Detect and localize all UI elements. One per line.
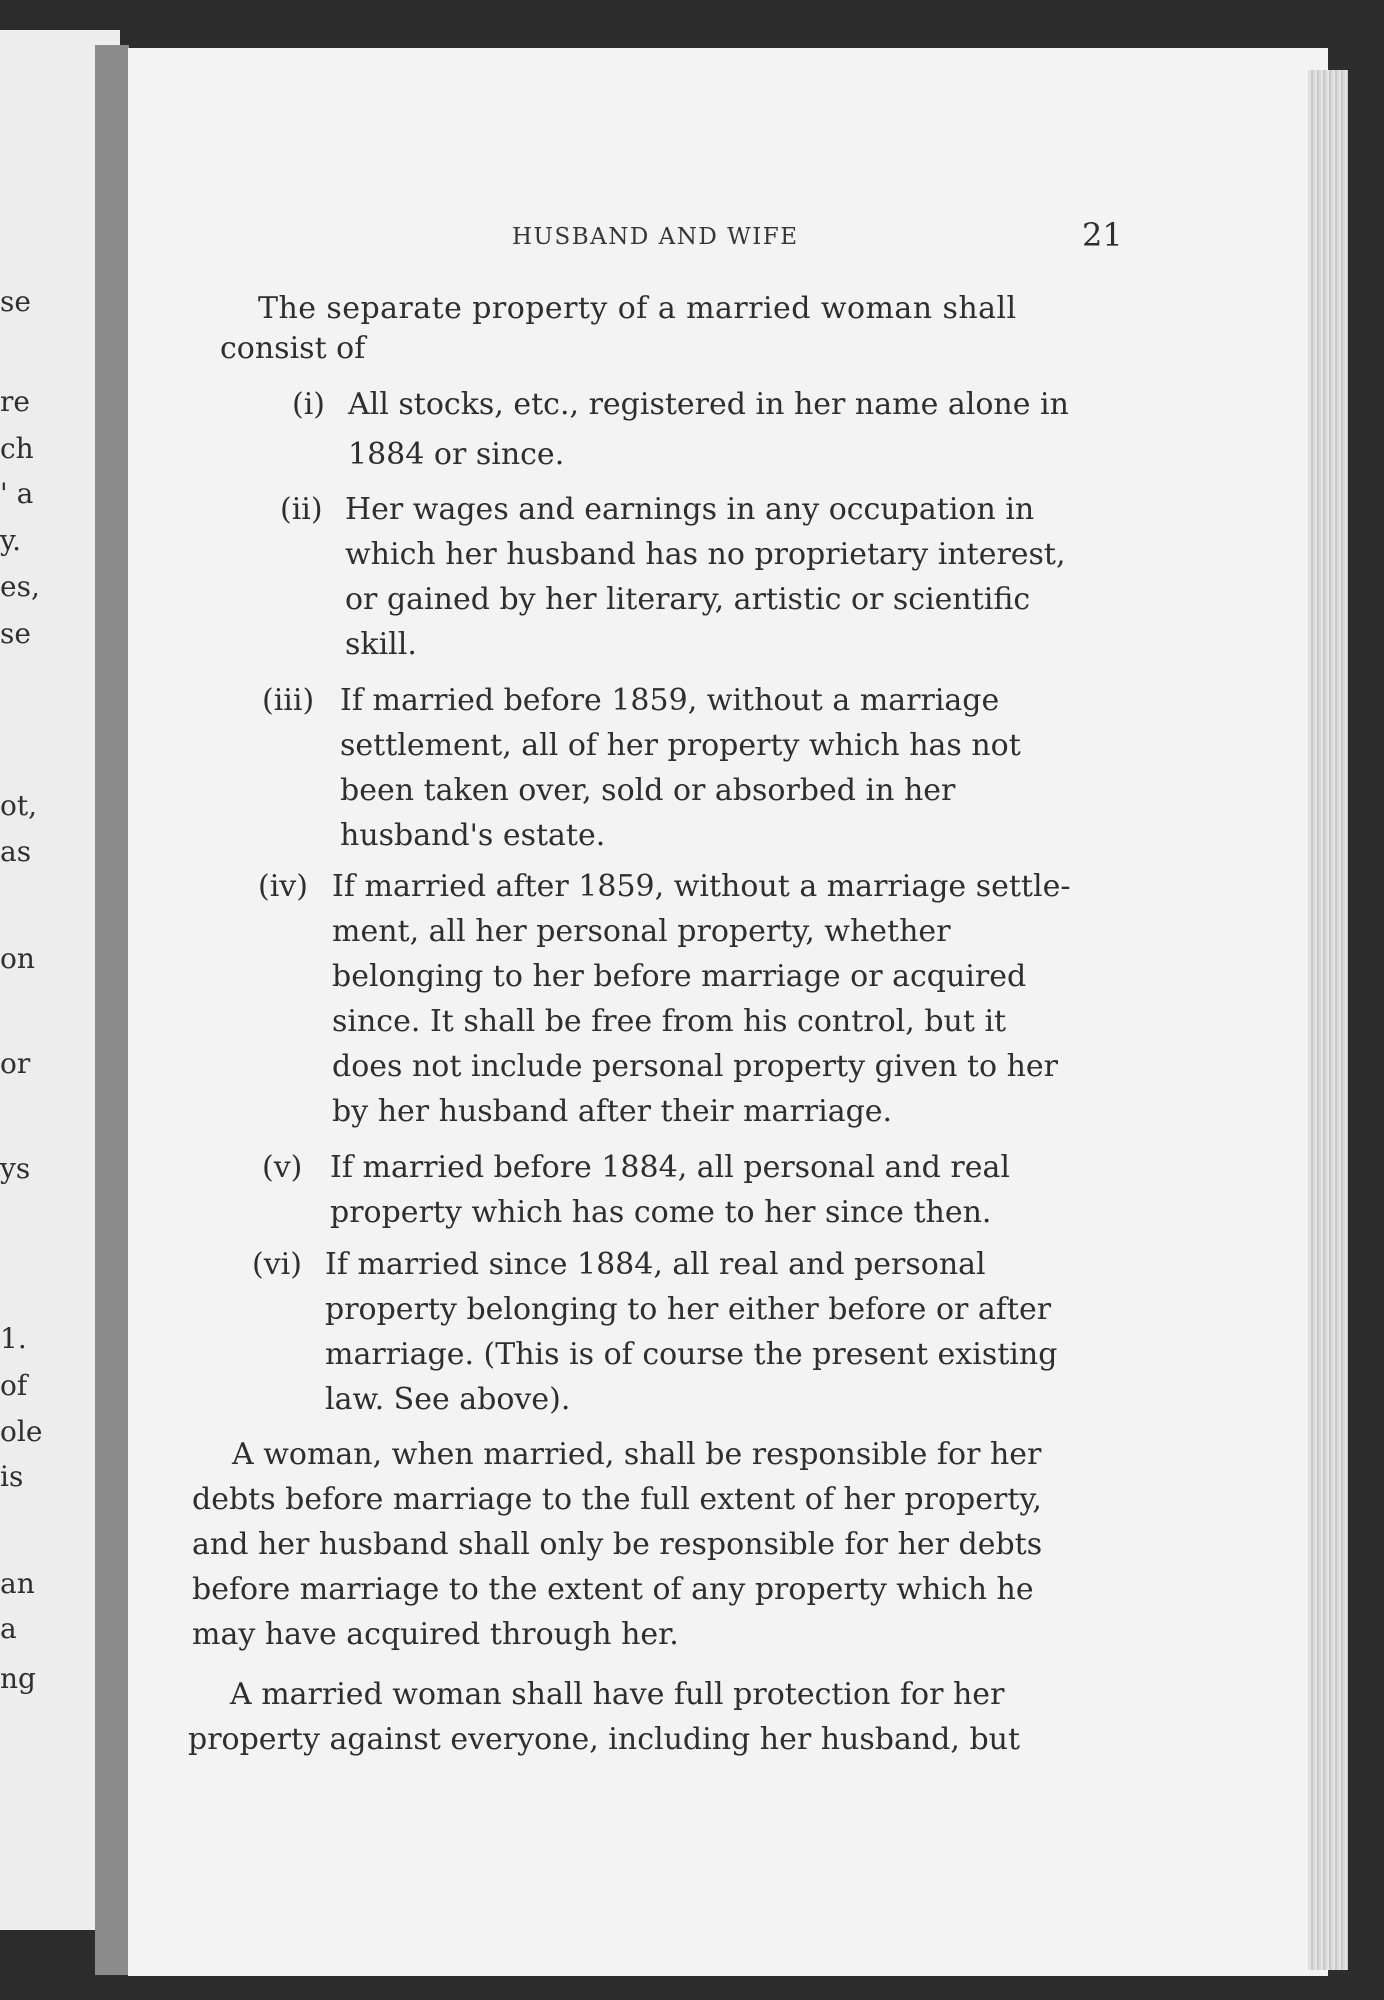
item-line: does not include personal property given to her xyxy=(332,1049,1059,1084)
facing-page-fragment: se xyxy=(0,285,31,318)
running-header: HUSBAND AND WIFE xyxy=(512,224,799,250)
paragraph-line: and her husband shall only be responsible for her debts xyxy=(192,1527,1043,1562)
item-marker: (v) xyxy=(262,1150,303,1185)
item-marker: (i) xyxy=(292,387,326,422)
item-line: by her husband after their marriage. xyxy=(332,1094,893,1129)
item-marker: (vi) xyxy=(252,1247,302,1282)
facing-page-fragment: es, xyxy=(0,570,40,603)
facing-page-fragment: as xyxy=(0,835,32,868)
item-line: law. See above). xyxy=(325,1382,571,1417)
item-line: marriage. (This is of course the present existing xyxy=(325,1337,1058,1372)
item-line: Her wages and earnings in any occupation in xyxy=(345,492,1035,527)
facing-page-fragment: ole xyxy=(0,1415,43,1448)
facing-page-fragment: ' a xyxy=(0,477,34,510)
item-line: ment, all her personal property, whether xyxy=(332,914,951,949)
page-number: 21 xyxy=(1082,216,1123,254)
item-line: belonging to her before marriage or acquired xyxy=(332,959,1027,994)
item-line: property which has come to her since then. xyxy=(330,1195,992,1230)
item-marker: (ii) xyxy=(280,492,323,527)
intro-line: consist of xyxy=(220,331,366,366)
item-line: since. It shall be free from his control, but it xyxy=(332,1004,1007,1039)
item-line: skill. xyxy=(345,627,417,662)
item-line: or gained by her literary, artistic or scientific xyxy=(345,582,1031,617)
intro-line: The separate property of a married woman shall xyxy=(258,291,1017,326)
paragraph-line: before marriage to the extent of any property which he xyxy=(192,1572,1034,1607)
item-line: If married after 1859, without a marriage settle- xyxy=(332,869,1071,904)
facing-page-fragment: ng xyxy=(0,1662,36,1695)
facing-page-fragment: of xyxy=(0,1369,28,1402)
item-line: which her husband has no proprietary interest, xyxy=(345,537,1066,572)
book-gutter xyxy=(95,45,129,1975)
item-marker: (iv) xyxy=(258,869,308,904)
item-line: husband's estate. xyxy=(340,818,606,853)
item-line: If married since 1884, all real and personal xyxy=(325,1247,986,1282)
paragraph-line: A woman, when married, shall be responsible for her xyxy=(232,1437,1042,1472)
item-line: been taken over, sold or absorbed in her xyxy=(340,773,956,808)
paragraph-line: property against everyone, including her husband, but xyxy=(188,1722,1021,1757)
facing-page-fragment: is xyxy=(0,1460,24,1493)
paragraph-line: A married woman shall have full protection for her xyxy=(230,1677,1005,1712)
facing-page-fragment: re xyxy=(0,385,30,418)
facing-page-fragment: ot, xyxy=(0,789,38,822)
facing-page-fragment: a xyxy=(0,1612,17,1645)
item-line: All stocks, etc., registered in her name alone in xyxy=(348,387,1069,422)
facing-page-fragment: ch xyxy=(0,432,34,465)
facing-page-fragment: 1. xyxy=(0,1322,27,1355)
item-line: settlement, all of her property which has not xyxy=(340,728,1021,763)
page-edges xyxy=(1308,70,1348,1970)
item-line: 1884 or since. xyxy=(348,437,565,472)
paragraph-line: debts before marriage to the full extent of her property, xyxy=(192,1482,1042,1517)
item-line: property belonging to her either before or after xyxy=(325,1292,1052,1327)
item-marker: (iii) xyxy=(262,683,315,718)
facing-page-fragment: ys xyxy=(0,1152,31,1185)
facing-page-fragment: y. xyxy=(0,524,21,557)
facing-page-fragment: or xyxy=(0,1047,31,1080)
facing-page-fragment: on xyxy=(0,942,35,975)
item-line: If married before 1884, all personal and real xyxy=(330,1150,1010,1185)
facing-page-fragment: an xyxy=(0,1567,35,1600)
paragraph-line: may have acquired through her. xyxy=(192,1617,679,1652)
facing-page-fragment: se xyxy=(0,617,31,650)
item-line: If married before 1859, without a marriage xyxy=(340,683,1000,718)
